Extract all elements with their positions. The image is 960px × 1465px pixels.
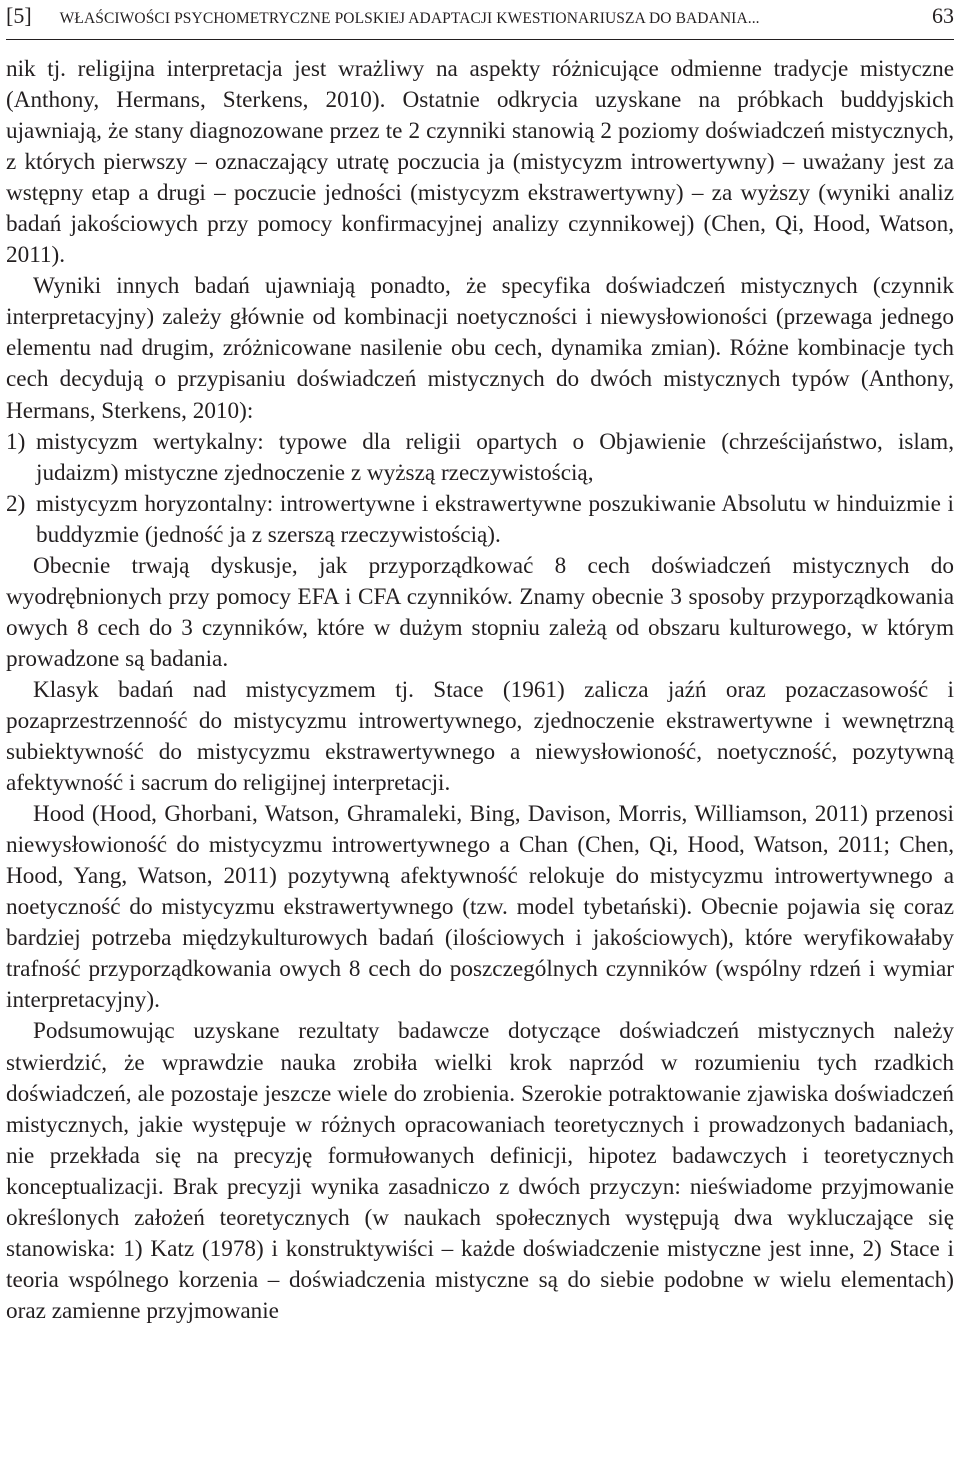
paragraph: Hood (Hood, Ghorbani, Watson, Ghramaleki, Bing, Davison, Morris, Williamson, 2011) przenosi niewysłowioność do mistycyzmu introwertywnego a Chan (Chen, Qi, Hood, Watson, 2011; Chen, Hood, Yang, Watson, 2011) pozytywną afektywność relokuje do mistycyzmu introwertywnego a noetyczność do mistycyzmu ekstrawertywnego (tzw. model tybetański). Obecnie pojawia się coraz bardziej potrzeba międzykulturowych badań (ilościowych i jakościowych), które weryfikowałaby trafność przyporządkowania owych 8 cech do poszczególnych czynników (wspólny rdzeń i wymiar interpretacyjny). — [6, 801, 954, 1014]
page-number: 63 — [932, 3, 954, 28]
list-item-number: 1) — [6, 428, 26, 455]
list-item-text: mistycyzm horyzontalny: introwertywne i ekstrawertywne poszukiwanie Absolutu w hinduizmie i buddyzmie (jedność ja z szerszą rzeczywistością). — [36, 490, 954, 548]
list-item — [6, 489, 954, 551]
body-text — [6, 54, 954, 1327]
running-header — [6, 0, 954, 40]
list-item-text: mistycyzm wertykalny: typowe dla religii opartych o Objawienie (chrześcijaństwo, islam, judaizm) mistyczne zjednoczenie z wyższą rzeczywistością, — [36, 428, 954, 486]
paragraph: Klasyk badań nad mistycyzmem tj. Stace (1961) zalicza jaźń oraz pozaczasowość i pozaprzestrzenność do mistycyzmu introwertywnego, zjednoczenie ekstrawertywne i wewnętrzną subiektywność do mistycyzmu ekstrawertywnego a niewysłowioność, noetyczność, pozytywną afektywność i sacrum do religijnej interpretacji. — [6, 676, 954, 797]
chapter-number: [5] — [6, 3, 32, 28]
list-item — [6, 427, 954, 489]
running-title: WŁAŚCIWOŚCI PSYCHOMETRYCZNE POLSKIEJ ADAPTACJI KWESTIONARIUSZA DO BADANIA... — [59, 10, 760, 27]
paragraph: Wyniki innych badań ujawniają ponadto, że specyfika doświadczeń mistycznych (czynnik interpretacyjny) zależy głównie od kombinacji noetyczności i niewysłowioności (przewaga jednego elementu nad drugim, zróżnicowane nasilenie obu cech, dynamika zmian). Różne kombinacje tych cech decydują o przypisaniu doświadczeń mistycznych do dwóch mistycznych typów (Anthony, Hermans, Sterkens, 2010): — [6, 273, 954, 424]
paragraph: Obecnie trwają dyskusje, jak przyporządkować 8 cech doświadczeń mistycznych do wyodrębnionych przy pomocy EFA i CFA czynników. Znamy obecnie 3 sposoby przyporządkowania owych 8 cech do 3 czynników, które w dużym stopniu zależą od obszaru kulturowego, w którym prowadzone są badania. — [6, 552, 954, 672]
list-item-number: 2) — [6, 490, 26, 517]
paragraph: Podsumowując uzyskane rezultaty badawcze dotyczące doświadczeń mistycznych należy stwierdzić, że wprawdzie nauka zrobiła wielki krok naprzód w rozumieniu tych rzadkich doświadczeń, ale pozostaje jeszcze wiele do zrobienia. Szerokie potraktowanie zjawiska doświadczeń mistycznych, jakie występuje w różnych opracowaniach teoretycznych i prowadzonych badaniach, nie przekłada się na precyzję formułowanych definicji, hipotez badawczych i teoretycznych konceptualizacji. Brak precyzji wynika zasadniczo z dwóch przyczyn: nieświadome przyjmowanie określonych założeń teoretycznych (w naukach społecznych występują dwa wykluczające się stanowiska: 1) Katz (1978) i konstruktywiści – każde doświadczenie mistyczne jest inne, 2) Stace i teoria wspólnego korzenia – doświadczenia mistyczne są do siebie podobne w wielu elementach) oraz zamienne przyjmowanie — [6, 1018, 954, 1324]
paragraph-continuation: nik tj. religijna interpretacja jest wrażliwy na aspekty różnicujące odmienne tradycje mistyczne (Anthony, Hermans, Sterkens, 2010). Ostatnie odkrycia uzyskane na próbkach buddyjskich ujawniają, że stany diagnozowane przez te 2 czynniki stanowią 2 poziomy doświadczeń mistycznych, z których pierwszy – oznaczający utratę poczucia ja (mistycyzm introwertywny) – uważany jest za wstępny etap a drugi – poczucie jedności (mistycyzm ekstrawertywny) – za wyższy (wyniki analiz badań jakościowych przy pomocy konfirmacyjnej analizy czynnikowej) (Chen, Qi, Hood, Watson, 2011). — [6, 56, 954, 269]
